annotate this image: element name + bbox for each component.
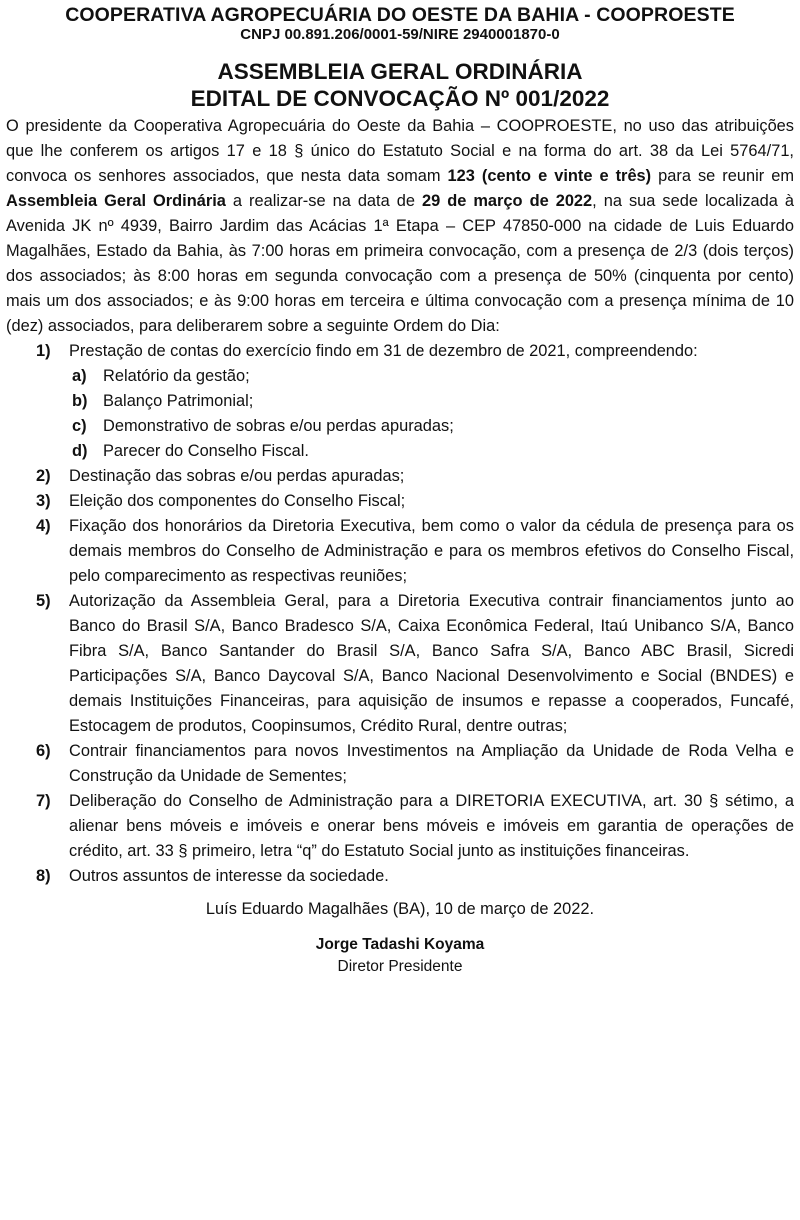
assembly-name: Assembleia Geral Ordinária: [6, 192, 226, 210]
agenda-item-number: 8): [36, 867, 51, 885]
subitem-text: Balanço Patrimonial;: [103, 392, 254, 410]
agenda-item-number: 6): [36, 742, 51, 760]
member-count: 123 (cento e vinte e três): [447, 167, 652, 185]
agenda-subitem: [69, 414, 794, 439]
intro-text-4: , na sua sede localizada à Avenida JK nº 4939, Bairro Jardim das Acácias 1ª Etapa – CEP 47850-000 na cidade de Luis Eduardo Magalhães, Estado da Bahia, às 7:00 horas em primeira convocação, com a presença de 2/3 (dois terços) dos associados; às 8:00 horas em segunda convocação com a presença de 50% (cinquenta por cento) mais um dos associados; e às 9:00 horas em terceira e última convocação com a presença mínima de 10 (dez) associados, para deliberarem sobre a seguinte Ordem do Dia:: [6, 192, 794, 335]
subitem-letter: b): [72, 392, 88, 410]
intro-text-2: para se reunir em: [651, 167, 794, 185]
signature-block: [6, 934, 794, 978]
agenda-item-text: Eleição dos componentes do Conselho Fiscal;: [69, 492, 406, 510]
subitem-text: Parecer do Conselho Fiscal.: [103, 442, 309, 460]
assembly-date: 29 de março de 2022: [421, 192, 593, 210]
subitem-letter: d): [72, 442, 88, 460]
agenda-subitem: [69, 439, 794, 464]
agenda-sublist: [69, 364, 794, 464]
subitem-text: Demonstrativo de sobras e/ou perdas apuradas;: [103, 417, 454, 435]
agenda-item-number: 1): [36, 342, 51, 360]
agenda-subitem: [69, 364, 794, 389]
agenda-item: [6, 489, 794, 514]
agenda-item: [6, 464, 794, 489]
agenda-item-number: 2): [36, 467, 51, 485]
title-line-1: ASSEMBLEIA GERAL ORDINÁRIA: [217, 59, 583, 84]
agenda-item-text: Fixação dos honorários da Diretoria Executiva, bem como o valor da cédula de presença para os demais membros do Conselho de Administração e para os membros efetivos do Conselho Fiscal, pelo comparecimento as respectivas reuniões;: [69, 517, 794, 585]
agenda-item-text: Contrair financiamentos para novos Investimentos na Ampliação da Unidade de Roda Velha e Construção da Unidade de Sementes;: [69, 742, 794, 785]
place-and-date: Luís Eduardo Magalhães (BA), 10 de março de 2022.: [205, 900, 595, 918]
agenda-item: [6, 789, 794, 864]
document-title: [6, 58, 794, 112]
subitem-text: Relatório da gestão;: [103, 367, 250, 385]
intro-text-3: a realizar-se na data de: [225, 192, 422, 210]
agenda-item-text: Autorização da Assembleia Geral, para a Diretoria Executiva contrair financiamentos junto ao Banco do Brasil S/A, Banco Bradesco S/A, Caixa Econômica Federal, Itaú Unibanco S/A, Banco Fibra S/A, Banco Santander do Brasil S/A, Banco Safra S/A, Banco ABC Brasil, Sicredi Participações S/A, Banco Daycoval S/A, Banco Nacional Desenvolvimento e Social (BNDES) e demais Instituições Financeiras, para aquisição de insumos e repasse a cooperados, Funcafé, Estocagem de produtos, Coopinsumos, Crédito Rural, dentre outras;: [69, 592, 794, 735]
agenda-item: [6, 339, 794, 464]
signatory-name: Jorge Tadashi Koyama: [315, 936, 485, 953]
agenda-item: [6, 514, 794, 589]
agenda-item-text: Deliberação do Conselho de Administração para a DIRETORIA EXECUTIVA, art. 30 § sétimo, a alienar bens móveis e imóveis e onerar bens móveis e imóveis em garantia de operações de crédito, art. 33 § primeiro, letra “q” do Estatuto Social junto as instituições financeiras.: [69, 792, 794, 860]
agenda-list: [6, 339, 794, 889]
agenda-item-number: 3): [36, 492, 51, 510]
agenda-item-number: 7): [36, 792, 51, 810]
intro-paragraph: [6, 114, 794, 339]
agenda-item-text: Prestação de contas do exercício findo em 31 de dezembro de 2021, compreendendo:: [69, 342, 698, 360]
agenda-item-text: Outros assuntos de interesse da sociedade.: [69, 867, 389, 885]
signatory-role: Diretor Presidente: [337, 958, 463, 975]
agenda-item-text: Destinação das sobras e/ou perdas apuradas;: [69, 467, 405, 485]
subitem-letter: a): [72, 367, 87, 385]
title-line-2: EDITAL DE CONVOCAÇÃO Nº 001/2022: [190, 86, 610, 111]
intro-text-1: O presidente da Cooperativa Agropecuária do Oeste da Bahia – COOPROESTE, no uso das atribuições que lhe conferem os artigos 17 e 18 § único do Estatuto Social e na forma do art. 38 da Lei 5764/71, convoca os senhores associados, que nesta data somam: [6, 117, 794, 185]
registration-numbers: CNPJ 00.891.206/0001-59/NIRE 2940001870-0: [240, 26, 560, 43]
agenda-subitem: [69, 389, 794, 414]
agenda-item: [6, 739, 794, 789]
agenda-item-number: 4): [36, 517, 51, 535]
subitem-letter: c): [72, 417, 87, 435]
agenda-item-number: 5): [36, 592, 51, 610]
document-header: [6, 4, 794, 112]
agenda-item: [6, 589, 794, 739]
agenda-item: [6, 864, 794, 889]
organization-name: COOPERATIVA AGROPECUÁRIA DO OESTE DA BAHIA - COOPROESTE: [65, 4, 735, 26]
